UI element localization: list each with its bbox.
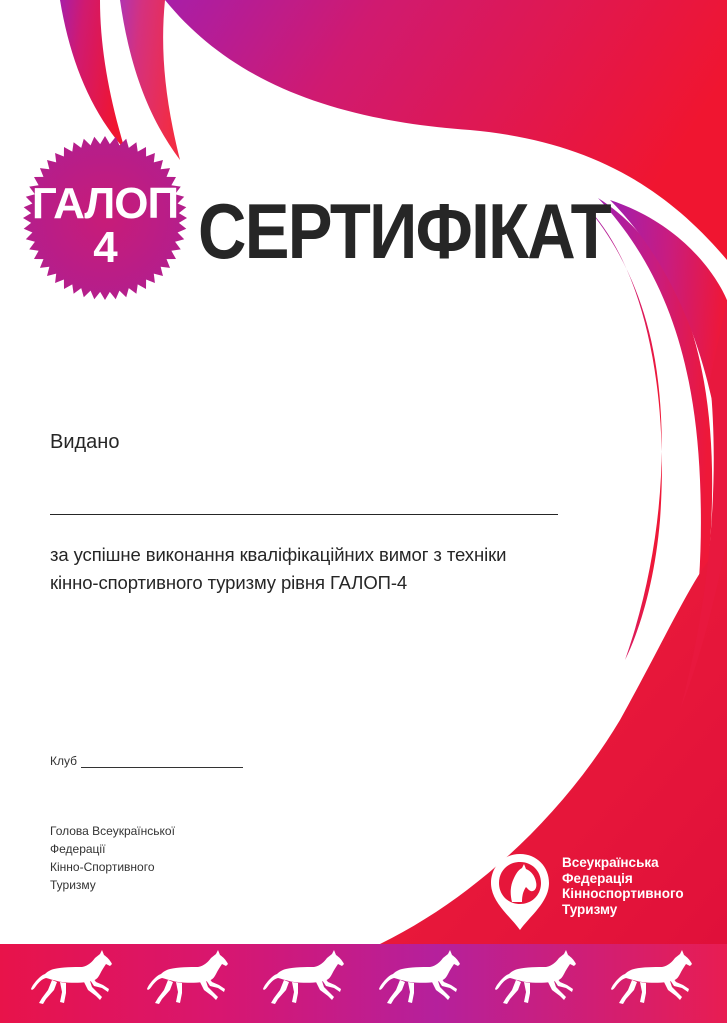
recipient-name-line bbox=[50, 514, 558, 515]
horse-icon bbox=[262, 948, 346, 1008]
signatory-line-2: Федерації bbox=[50, 842, 106, 856]
signatory-line-4: Туризму bbox=[50, 878, 96, 892]
issued-label: Видано bbox=[50, 431, 120, 453]
horse-icon bbox=[30, 948, 114, 1008]
federation-line-3: Кінноспортивного bbox=[562, 886, 684, 901]
seal-text bbox=[22, 179, 188, 272]
club-field bbox=[50, 754, 243, 768]
horse-head-pin-icon bbox=[488, 850, 552, 934]
horse-icon bbox=[610, 948, 694, 1008]
horse-icon bbox=[146, 948, 230, 1008]
horse-icon bbox=[378, 948, 462, 1008]
federation-line-4: Туризму bbox=[562, 901, 618, 917]
reason-line-1: за успішне виконання кваліфікаційних вимог з техніки bbox=[50, 544, 507, 565]
federation-line-2: Федерація bbox=[562, 870, 633, 886]
signatory-block bbox=[50, 822, 230, 894]
club-label: Клуб bbox=[50, 754, 77, 768]
seal-line-1: ГАЛОП bbox=[31, 179, 179, 228]
signatory-line-1: Голова Всеукраїнської bbox=[50, 824, 175, 838]
certificate-reason bbox=[50, 541, 590, 597]
signatory-line-3: Кінно-Спортивного bbox=[50, 860, 155, 874]
federation-line-1: Всеукраїнська bbox=[562, 855, 659, 870]
federation-name bbox=[562, 855, 684, 917]
reason-line-2: кінно-спортивного туризму рівня ГАЛОП-4 bbox=[50, 572, 408, 593]
club-line bbox=[81, 755, 243, 768]
certificate-title: СЕРТИФІКАТ bbox=[198, 187, 610, 275]
horse-icon bbox=[494, 948, 578, 1008]
seal-line-2: 4 bbox=[93, 223, 117, 272]
